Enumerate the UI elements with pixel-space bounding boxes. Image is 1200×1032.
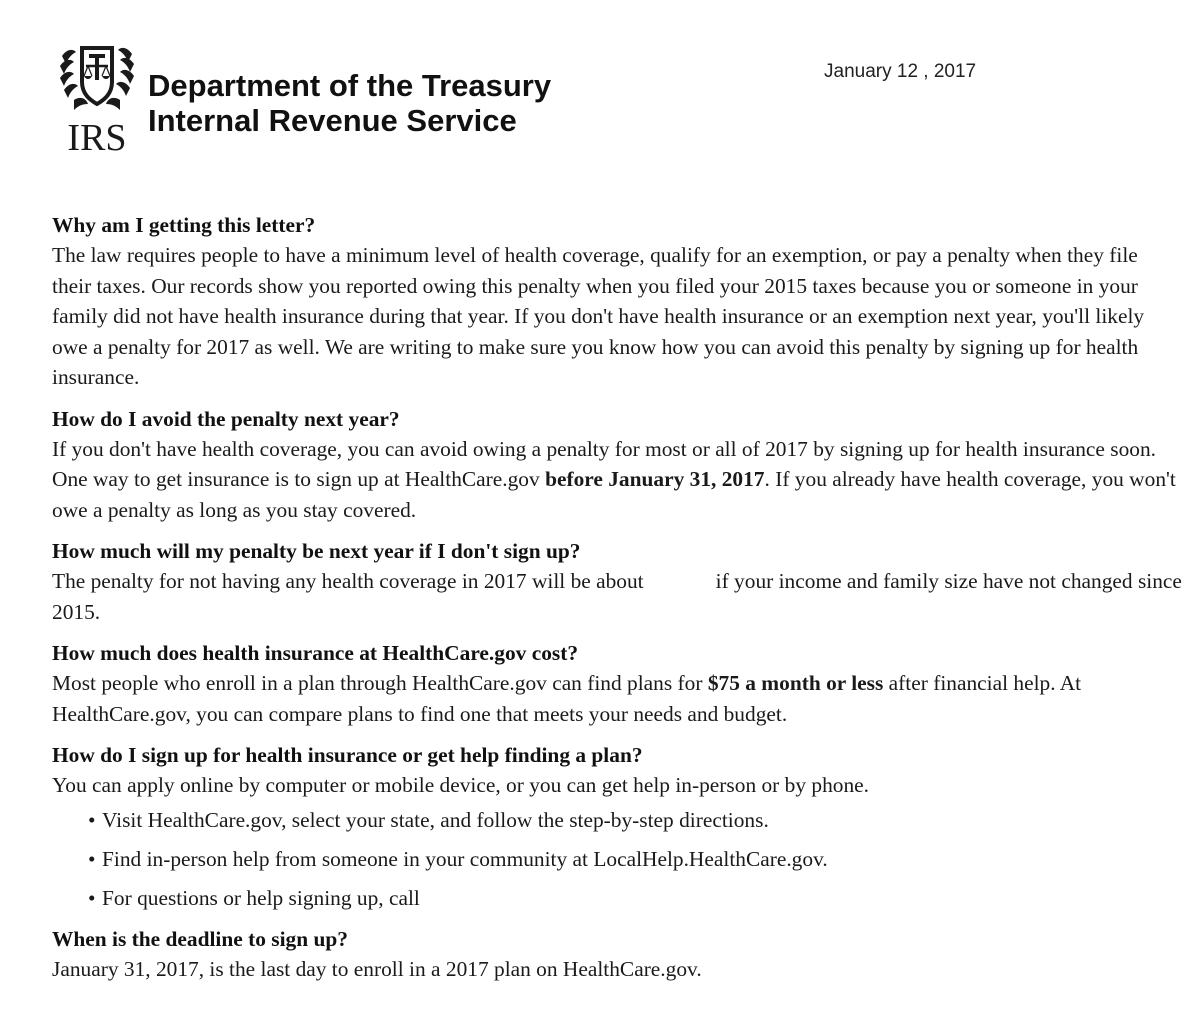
irs-eagle-logo-icon [56,42,138,154]
bullet-icon: • [88,846,96,871]
bullet-icon: • [88,885,96,910]
section-body [52,668,1182,729]
body-text: if your income and family size have not changed since 2015. [52,569,1182,624]
body-text: The penalty for not having any health coverage in 2017 will be about [52,569,644,593]
body-text: after financial help. At HealthCare.gov, you can compare plans to find one that meets your needs and budget. [52,671,1082,726]
section-body: You can apply online by computer or mobile device, or you can get help in-person or by phone. [52,773,870,797]
irs-logo-text: IRS [67,117,127,154]
body-text: Most people who enroll in a plan through HealthCare.gov can find plans for [52,671,708,695]
section-heading: Why am I getting this letter? [52,213,316,237]
list-item-text: Find in-person help from someone in your community at LocalHelp.HealthCare.gov. [102,846,828,871]
letterhead [56,42,616,157]
sign-up-options-list [52,805,1182,913]
bullet-icon: • [88,807,96,832]
letter-date: January 12 , 2017 [824,61,977,82]
body-text: If you don't have health coverage, you can avoid owing a penalty for most or all of 2017 by signing up for health insurance soon. One way to get insurance is to sign up at HealthCare.gov [52,436,1156,491]
section-body [52,434,1182,526]
section-heading: When is the deadline to sign up? [52,926,348,951]
agency-name-line1: Department of the Treasury [148,68,552,103]
list-item [88,883,1182,913]
section-heading: How much does health insurance at HealthCare.gov cost? [52,641,579,665]
section-penalty-amount [52,536,1182,627]
section-heading: How do I avoid the penalty next year? [52,406,400,431]
section-body [52,566,1182,627]
list-item-text: Visit HealthCare.gov, select your state, and follow the step-by-step directions. [102,807,769,832]
section-why [52,210,1182,393]
list-item-text: For questions or help signing up, call [102,885,420,910]
section-heading: How much will my penalty be next year if I don't sign up? [52,539,581,563]
section-heading: How do I sign up for health insurance or get help finding a plan? [52,743,643,767]
letter-body [52,210,1182,995]
agency-name-line2: Internal Revenue Service [148,103,517,138]
section-body: The law requires people to have a minimum level of health coverage, qualify for an exemption, or pay a penalty when they file their taxes. Our records show you reported owing this penalty when you filed your 2015 taxes because you or someone in your family did not have health insurance during that year. If you don't have health insurance or an exemption next year, you'll likely owe a penalty for 2017 as well. We are writing to make sure you know how you can avoid this penalty by signing up for health insurance. [52,243,1145,389]
body-text: . If you already have health coverage, you won't owe a penalty as long as you stay covered. [52,467,1176,522]
list-item [88,805,1182,835]
section-cost [52,638,1182,729]
price-emphasis: $75 a month or less [707,671,884,695]
list-item [88,844,1182,874]
section-deadline [52,924,1182,985]
section-body: January 31, 2017, is the last day to enroll in a 2017 plan on HealthCare.gov. [52,956,702,981]
section-sign-up [52,740,1182,913]
section-avoid-penalty [52,404,1182,526]
deadline-emphasis: before January 31, 2017 [545,467,765,491]
